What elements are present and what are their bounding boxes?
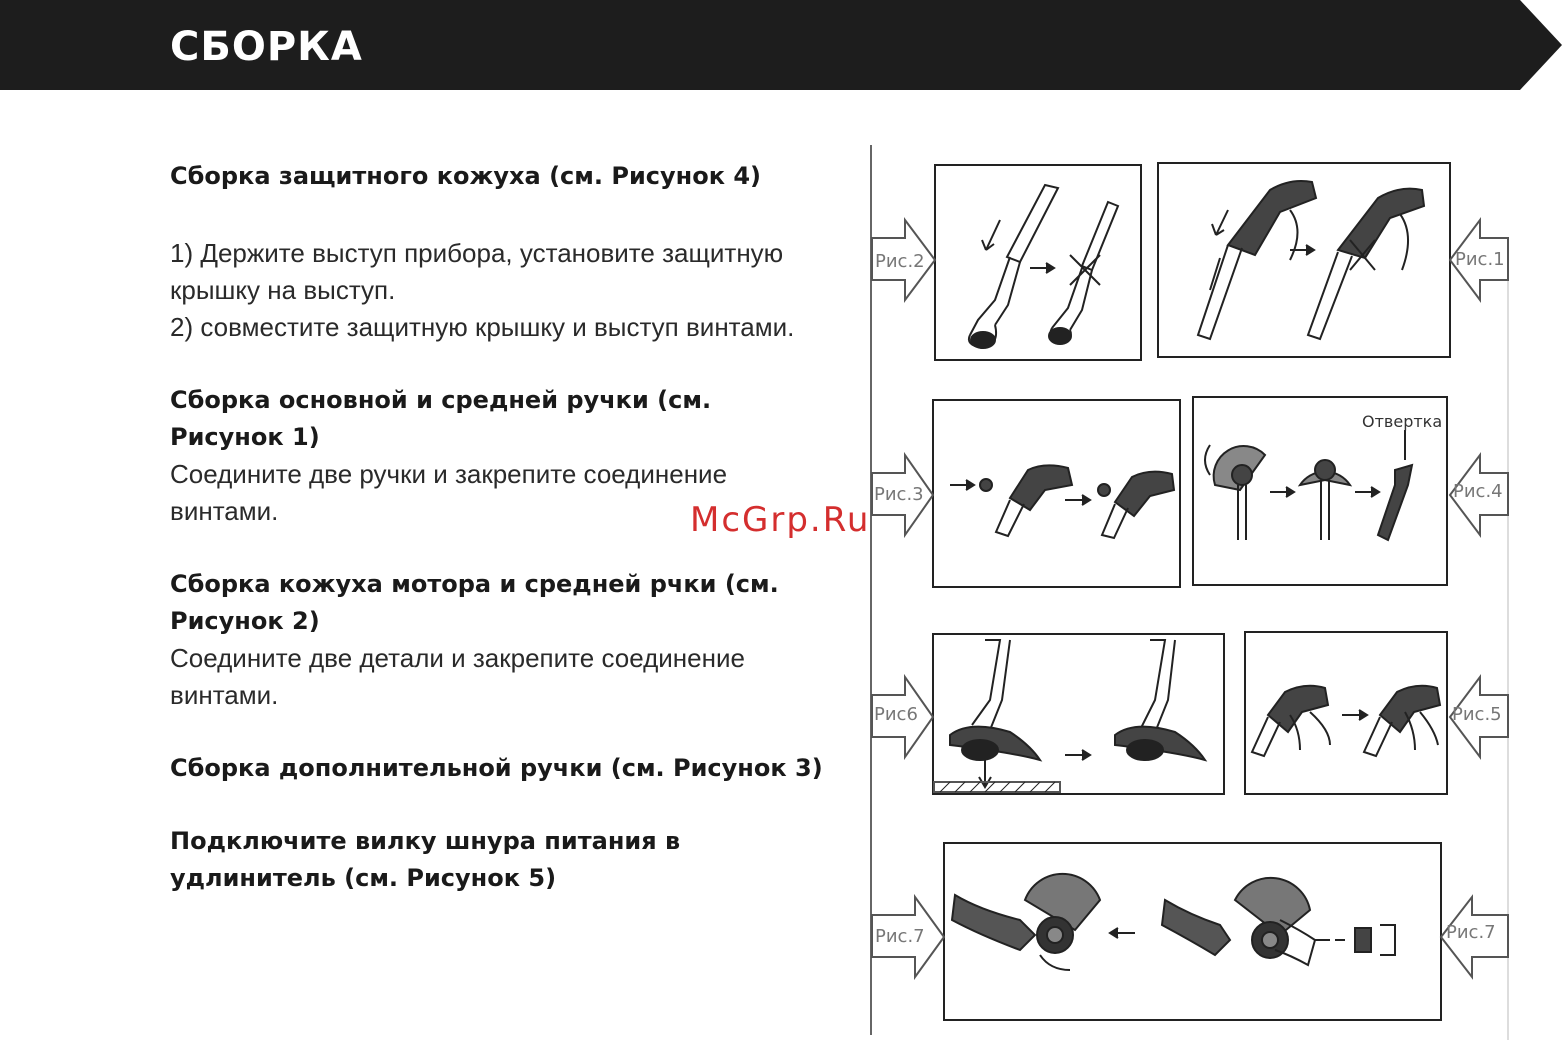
fig6-panel [933, 634, 1224, 794]
page-title: СБОРКА [170, 24, 363, 70]
section-title: Сборка основной и средней ручки (см. Рисунок 1) [170, 386, 712, 451]
fig7-left-pointer [872, 897, 944, 977]
section-motor-housing [170, 566, 830, 714]
fig6-drawing [934, 640, 1205, 792]
section-extra-handle [170, 750, 830, 787]
section-title: Сборка дополнительной ручки (см. Рисунок 3) [170, 754, 823, 782]
section-title: Сборка защитного кожуха (см. Рисунок 4) [170, 162, 762, 190]
section-body: Соедините две детали и закрепите соединение винтами. [170, 643, 745, 710]
fig1-drawing [1198, 181, 1424, 339]
fig2-panel [935, 165, 1141, 360]
fig4-pointer [1450, 455, 1508, 535]
instructions [170, 158, 830, 933]
fig5-drawing [1252, 686, 1440, 756]
fig6-label: Рис6 [874, 704, 918, 725]
fig7-drawing [952, 874, 1395, 970]
fig3-pointer [872, 455, 933, 535]
fig7-right-label: Рис.7 [1446, 922, 1496, 943]
fig2-pointer [872, 220, 935, 300]
screwdriver-label: Отвертка [1362, 412, 1443, 431]
section-body: Соедините две ручки и закрепите соединение винтами. [170, 459, 728, 526]
fig3-drawing [950, 465, 1174, 538]
fig6-pointer [872, 677, 933, 757]
page-header [0, 0, 1562, 90]
step-1: 1) Держите выступ прибора, установите защитную крышку на выступ. [170, 238, 784, 305]
section-plug [170, 823, 830, 897]
fig5-pointer [1450, 677, 1508, 757]
section-steps [170, 235, 830, 346]
fig5-label: Рис.5 [1452, 704, 1502, 725]
section-title: Сборка кожуха мотора и средней рчки (см. Рисунок 2) [170, 570, 779, 635]
fig1-label: Рис.1 [1455, 249, 1505, 270]
section-guard [170, 158, 830, 346]
fig4-drawing [1205, 412, 1442, 540]
fig3-label: Рис.3 [874, 484, 924, 505]
fig2-drawing [969, 185, 1118, 348]
assembly-figure [860, 140, 1520, 1040]
fig2-label: Рис.2 [875, 251, 925, 272]
fig7-right-pointer [1441, 897, 1508, 977]
fig4-label: Рис.4 [1453, 481, 1503, 502]
section-title: Подключите вилку шнура питания в удлинитель (см. Рисунок 5) [170, 827, 681, 892]
watermark: McGrp.Ru [690, 500, 871, 540]
assembly-illustration [860, 140, 1520, 1040]
fig1-pointer [1450, 220, 1508, 300]
fig7-left-label: Рис.7 [875, 926, 925, 947]
step-2: 2) совместите защитную крышку и выступ винтами. [170, 312, 795, 342]
